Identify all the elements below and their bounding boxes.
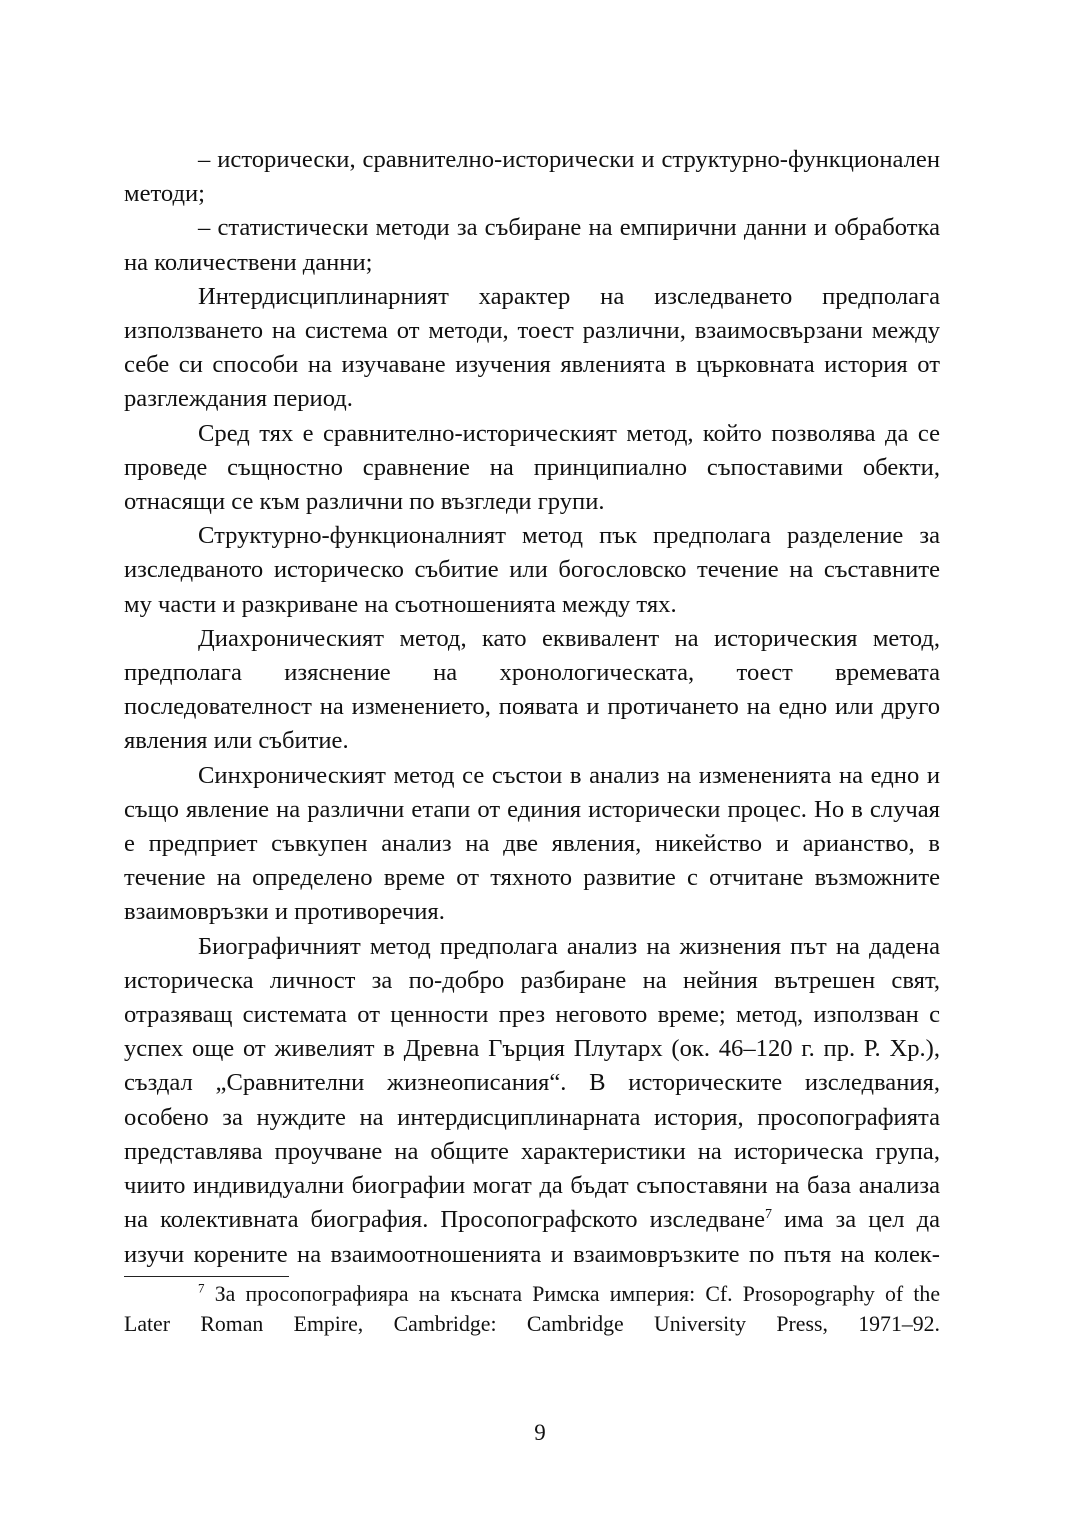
- paragraph-biographical-method: [124, 930, 940, 1272]
- footnote-text: За просопографияра на късната Римска империя: Cf. Prosopography of the Later Roman Empire, Cambridge: Cambridge University Press, 1971–92.: [124, 1281, 940, 1337]
- paragraph-synchronic-method: Синхроническият метод се състои в анализ на измененията на едно и също явление на различни етапи от единия исторически процес. Но в случая е предприет съвкупен анализ на две явления, никейство и арианство, в течение на определено време от тяхното развитие с отчитане възможните взаимовръзки и противоречия.: [124, 761, 940, 926]
- paragraph-statistical-methods: – статистически методи за събиране на емпирични данни и обработка на количествени данни;: [124, 214, 940, 276]
- page-body: [124, 143, 940, 1340]
- footnote: [124, 1279, 940, 1340]
- paragraph-comparative-method: Сред тях е сравнително-историческият метод, който позволява да се проведе същностно сравнение на принципиално съпоставими обекти, отнасящи се към различни по възгледи групи.: [124, 419, 940, 516]
- footnote-marker: 7: [198, 1280, 205, 1296]
- paragraph-biographical-text-end: има за цел да изучи корените на взаимоотношенията и взаимовръзките по пътя на колек-: [124, 1206, 940, 1268]
- paragraph-historical-methods: – исторически, сравнително-исторически и структурно-функционален методи;: [124, 146, 940, 208]
- paragraph-structural-functional: Структурно-функционалният метод пък предполага разделение за изследваното историческо събитие или богословско течение на съставните му части и разкриване на съотношенията между тях.: [124, 522, 940, 618]
- paragraph-interdisciplinary: Интердисциплинарният характер на изследването предполага използването на система от методи, тоест различни, взаимосвързани между себе си способи на изучаване изучения явленията в църковната история от разглеждания период.: [124, 282, 940, 413]
- paragraph-biographical-text-start: Биографичният метод предполага анализ на жизнения път на дадена историческа личност за по-добро разбиране на нейния вътрешен свят, отразяващ системата от ценности през неговото време; метод, използван с успех още от живелият в Древна Гърция Плутарх (ок. 46–120 г. пр. Р. Хр.), създал „Сравнителни жизнеописания“. В историческите изследвания, особено за нуждите на интердисциплинарната история, просопографията представлява проучване на общите характеристики на историческа група, чиито индивидуални биографии могат да бъдат съпоставяни на база анализа на колективната биография. Просопографското изследване: [124, 932, 940, 1234]
- footnote-divider: [124, 1276, 289, 1277]
- page-number: 9: [534, 1420, 546, 1445]
- paragraph-diachronic-method: Диахроническият метод, като еквивалент на историческия метод, предполага изяснение на хронологическата, тоест времевата последователност на изменението, появата и протичането на едно или друго явления или събитие.: [124, 624, 940, 755]
- footnote-reference[interactable]: 7: [765, 1207, 773, 1223]
